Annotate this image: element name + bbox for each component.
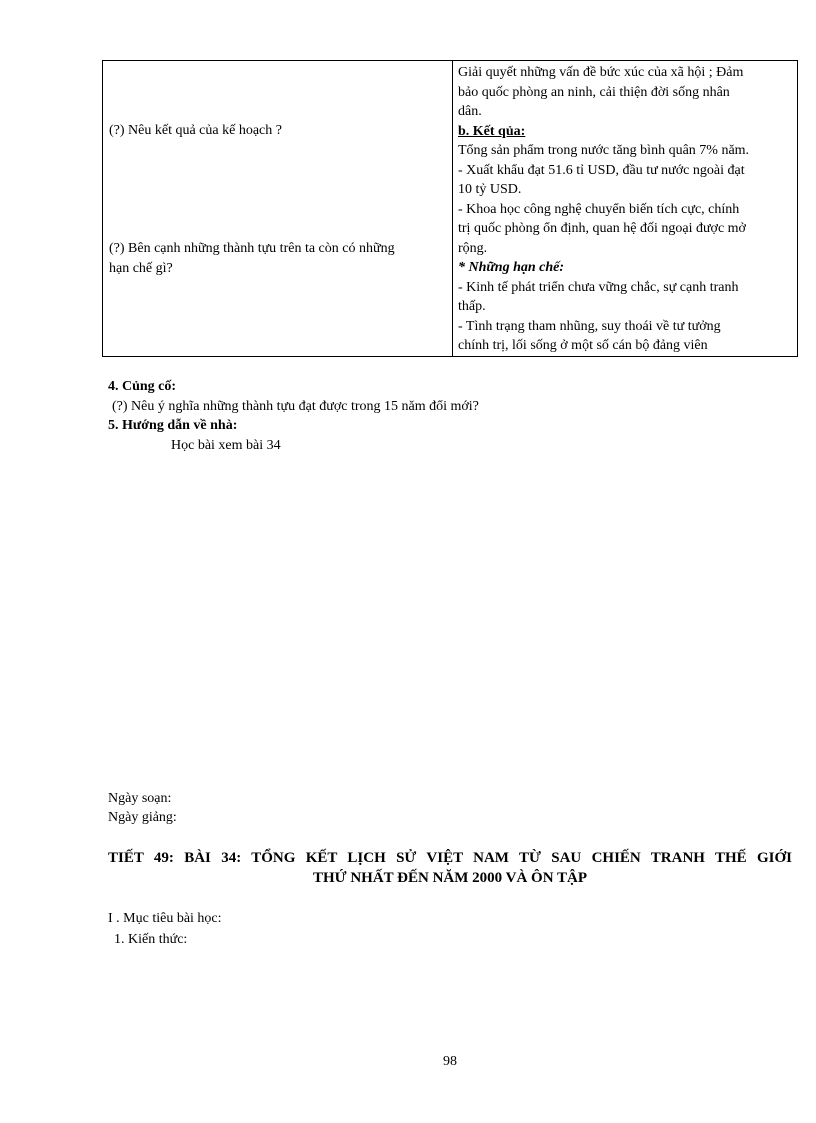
objectives-knowledge: 1. Kiến thức:: [114, 932, 188, 947]
date-prepared: Ngày soạn:: [108, 791, 172, 806]
answer-line: bảo quốc phòng an ninh, cải thiện đời sống nhân: [458, 84, 730, 100]
answer-line: - Tình trạng tham nhũng, suy thoái về tư tưởng: [458, 318, 721, 334]
question-limits-line: hạn chế gì?: [109, 260, 173, 276]
question-result: (?) Nêu kết quả của kế hoạch ?: [109, 123, 282, 138]
section4-question: (?) Nêu ý nghĩa những thành tựu đạt được trong 15 năm đổi mới?: [112, 399, 479, 414]
answer-line: Giải quyết những vấn đề bức xúc của xã hội ; Đảm: [458, 65, 744, 80]
limits-heading: * Những hạn chế:: [458, 260, 565, 275]
section5-text: Học bài xem bài 34: [171, 438, 281, 453]
answer-line: Tổng sản phẩm trong nước tăng bình quân 7% năm.: [458, 143, 750, 158]
answer-line: thấp.: [458, 299, 486, 314]
answer-line: rộng.: [458, 240, 488, 256]
answer-line: trị quốc phòng ổn định, quan hệ đối ngoại được mở: [458, 221, 746, 236]
answer-line: - Xuất khẩu đạt 51.6 tỉ USD, đầu tư nước ngoài đạt: [458, 162, 745, 178]
question-limits: [109, 239, 446, 278]
objectives-heading: I . Mục tiêu bài học:: [108, 911, 222, 926]
question-cell: [103, 61, 453, 357]
section5-heading: 5. Hướng dẫn về nhà:: [108, 418, 238, 433]
table-row: [103, 61, 798, 357]
answer-cell: [453, 61, 798, 357]
lesson-title: [108, 848, 792, 888]
lesson-title-line: TIẾT 49: BÀI 34: TỔNG KẾT LỊCH SỬ VIỆT NAM TỪ SAU CHIẾN TRANH THẾ GIỚI: [108, 850, 792, 866]
question-limits-line: (?) Bên cạnh những thành tựu trên ta còn có những: [109, 241, 395, 256]
answer-line: dân.: [458, 104, 482, 119]
answer-line: chính trị, lối sống ở một số cán bộ đảng viên: [458, 338, 708, 353]
answer-line: - Khoa học công nghệ chuyển biến tích cực, chính: [458, 201, 740, 217]
page-number: 98: [443, 1054, 457, 1069]
date-taught: Ngày giảng:: [108, 810, 177, 825]
qa-table: [102, 60, 798, 357]
answer-line: 10 tỷ USD.: [458, 182, 522, 197]
result-heading: b. Kết qủa:: [458, 123, 526, 139]
answer-line: - Kinh tế phát triển chưa vững chắc, sự cạnh tranh: [458, 279, 739, 295]
lesson-title-line: THỨ NHẤT ĐẾN NĂM 2000 VÀ ÔN TẬP: [312, 870, 588, 886]
section4-heading: 4. Củng cố:: [108, 379, 177, 394]
